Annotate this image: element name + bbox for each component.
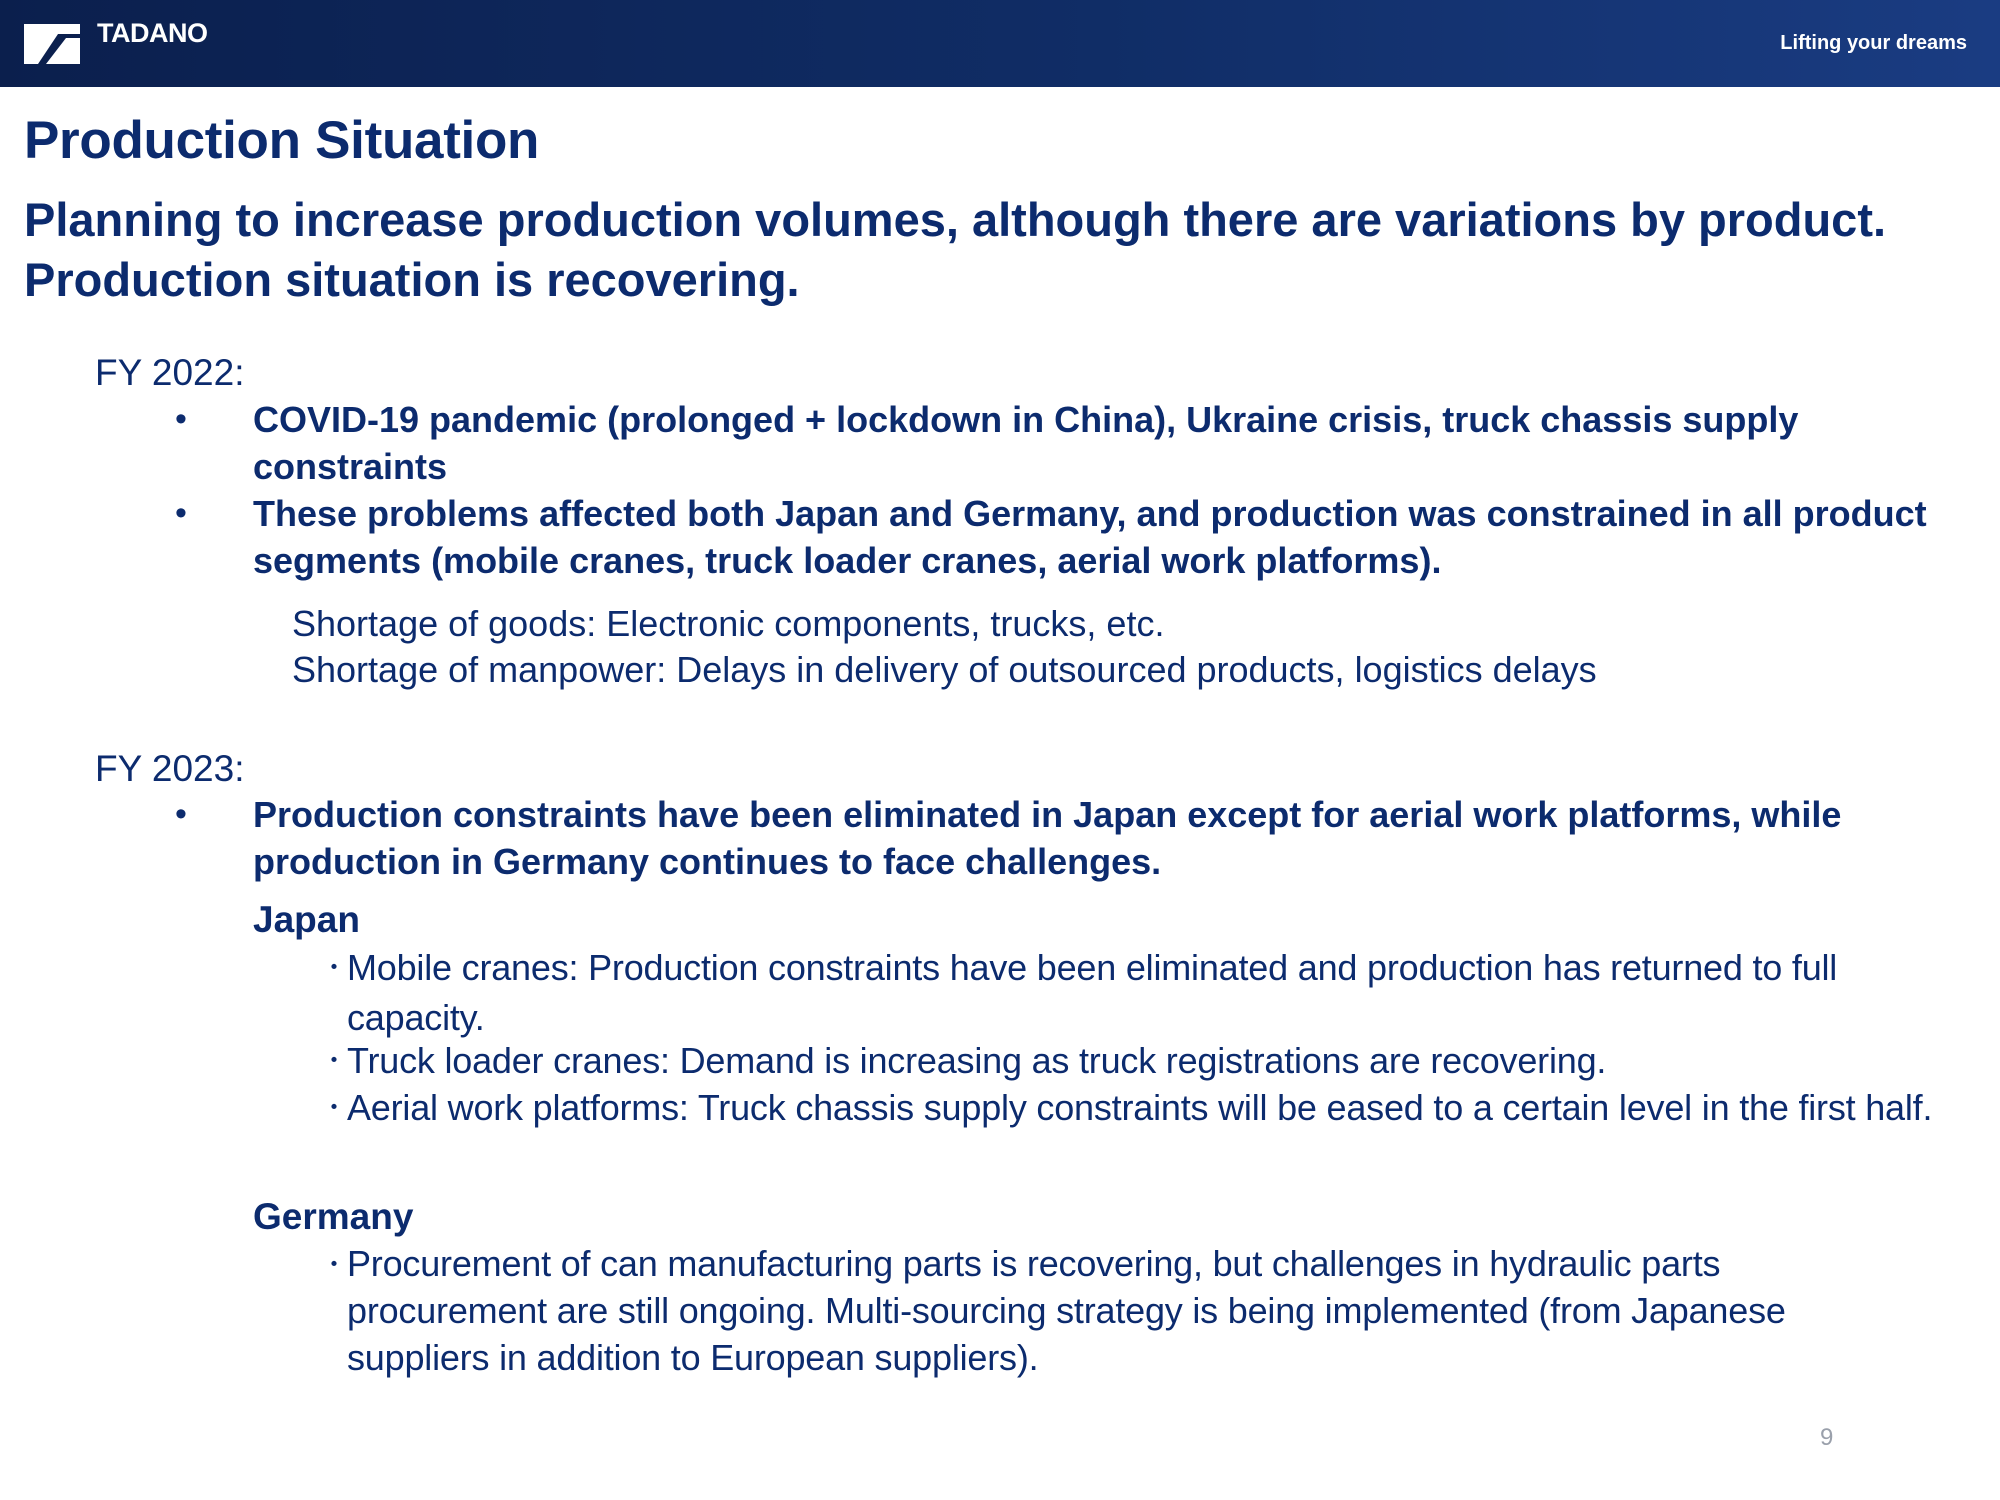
germany-item-procurement-text: Procurement of can manufacturing parts is recovering, but challenges in hydraulic parts procurement are still ongoing. Multi-sourcing strategy is being implemented (from Japanese suppliers in addition to European suppliers). [347,1243,1786,1378]
fy2022-bullet-1 [175,396,1895,490]
japan-heading: Japan [253,899,360,940]
fy2022-detail-manpower: Shortage of manpower: Delays in delivery of outsourced products, logistics delays [292,649,1597,690]
page-number: 9 [1820,1424,1834,1451]
fy2022-detail-goods: Shortage of goods: Electronic components, trucks, etc. [292,603,1165,644]
japan-item-truck-loader-cranes-text: Truck loader cranes: Demand is increasing as truck registrations are recovering. [347,1040,1607,1081]
fy2022-label: FY 2022: [95,352,245,393]
fy2023-bullet-1 [175,791,1895,885]
fy2022-bullet-1-text: COVID-19 pandemic (prolonged + lockdown in China), Ukraine crisis, truck chassis supply constraints [253,399,1799,487]
fy2023-label: FY 2023: [95,748,245,789]
japan-item-mobile-cranes-text: Mobile cranes: Production constraints have been eliminated and production has returned to full capacity. [347,947,1838,1038]
brand-name: TADANO [97,18,208,48]
sub-bullet-icon: ・ [320,1249,349,1280]
japan-item-truck-loader-cranes [320,1036,1940,1086]
tagline: Lifting your dreams [1780,32,1967,54]
headline-line-2: Production situation is recovering. [24,253,800,306]
bullet-icon: • [175,400,187,438]
headline [24,190,1974,310]
headline-line-1: Planning to increase production volumes, although there are variations by product. [24,193,1887,246]
bullet-icon: • [175,795,187,833]
fy2023-bullet-1-text: Production constraints have been eliminated in Japan except for aerial work platforms, while production in Germany continues to face challenges. [253,794,1842,882]
sub-bullet-icon: ・ [320,1045,349,1076]
japan-item-aerial-work-platforms-text: Aerial work platforms: Truck chassis supply constraints will be eased to a certain level in the first half. [347,1087,1933,1128]
page-title: Production Situation [24,111,540,170]
japan-item-mobile-cranes [320,943,1940,1043]
header-bar [0,0,2000,87]
germany-item-procurement [320,1240,1940,1381]
fy2022-bullet-2-text: These problems affected both Japan and Germany, and production was constrained in all product segments (mobile cranes, truck loader cranes, aerial work platforms). [253,493,1927,581]
sub-bullet-icon: ・ [320,952,349,983]
japan-item-aerial-work-platforms [320,1083,1940,1133]
bullet-icon: • [175,494,187,532]
fy2022-bullet-2 [175,490,1927,584]
sub-bullet-icon: ・ [320,1092,349,1123]
germany-heading: Germany [253,1196,414,1237]
tadano-logo-icon [24,24,80,64]
